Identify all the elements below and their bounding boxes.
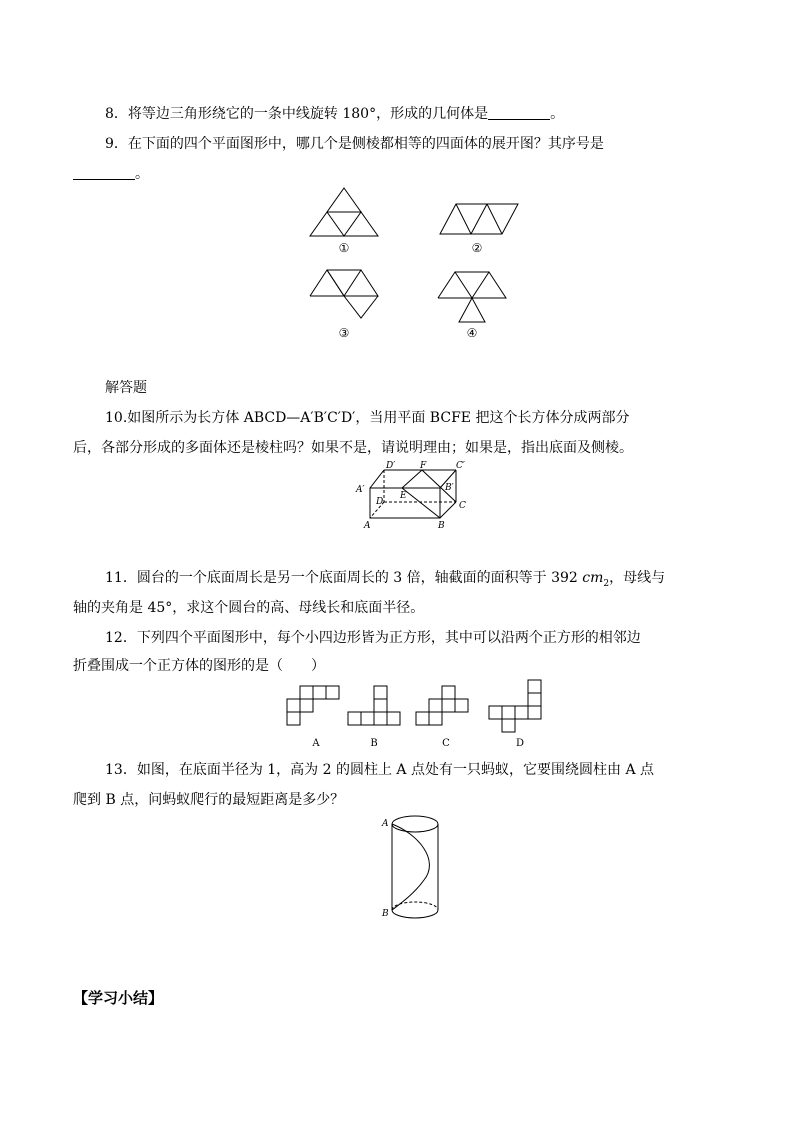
cube-net-label-D: D [515,738,525,749]
label-Cp: C′ [456,461,465,471]
question-12-line2: 折叠围成一个正方体的图形的是（ ） [73,658,325,674]
cube-net-D [486,678,546,736]
cube-net-label-C: C [442,738,450,749]
label-B: B [438,521,445,531]
cube-net-label-B: B [370,738,378,749]
answer-blank [488,105,550,120]
net-figure-1 [306,186,382,238]
question-10-line1: 10.如图所示为长方体 ABCD—A′B′C′D′，当用平面 BCFE 把这个长方体分成两部分 [105,410,630,426]
summary-heading: 【学习小结】 [73,989,164,1007]
label-Bp: B′ [445,483,454,493]
label-A: A [364,521,371,531]
net-label-2: ② [471,241,483,255]
question-13-line1: 13．如图，在底面半径为 1，高为 2 的圆柱上 A 点处有一只蚂蚁，它要围绕圆柱由 A 点 [105,762,654,778]
question-12-line1: 12．下列四个平面图形中，每个小四边形皆为正方形，其中可以沿两个正方形的相邻边 [105,630,641,646]
net-label-4: ④ [466,326,478,340]
section-heading: 解答题 [105,380,147,396]
label-F: F [420,461,427,471]
question-11-line2: 轴的夹角是 45°，求这个圆台的高、母线长和底面半径。 [73,600,425,616]
label-C: C [459,501,466,511]
cuboid-figure [354,458,476,532]
answer-blank [73,165,135,180]
question-10-line2: 后，各部分形成的多面体还是棱柱吗？如果不是，请说明理由；如果是，指出底面及侧棱。 [73,440,633,456]
net-figure-2 [436,202,522,236]
question-11-line1: 11．圆台的一个底面周长是另一个底面周长的 3 倍，轴截面的面积等于 392 $cm_2$，母线与 [105,570,666,589]
label-E: E [400,491,407,501]
cube-net-label-A: A [312,738,320,749]
cube-net-B [344,684,406,728]
label-B: B [382,909,389,919]
net-figure-4 [434,268,510,324]
label-A: A [382,819,389,829]
label-D: D [376,497,384,507]
net-label-3: ③ [338,326,350,340]
net-figure-3 [306,266,382,320]
label-Dp: D′ [386,461,396,471]
question-9: 9．在下面的四个平面图形中，哪几个是侧棱都相等的四面体的展开图？其序号是 [105,136,604,152]
net-label-1: ① [338,241,350,255]
question-8: 8．将等边三角形绕它的一条中线旋转 180°，形成的几何体是 。 [105,106,565,122]
cube-net-C [412,684,472,728]
label-Ap: A′ [356,485,365,495]
question-13-line2: 爬到 B 点，问蚂蚁爬行的最短距离是多少？ [73,792,345,808]
question-9-blank-line: 。 [73,164,149,184]
cube-net-A [286,684,344,728]
cylinder-figure [378,810,448,922]
